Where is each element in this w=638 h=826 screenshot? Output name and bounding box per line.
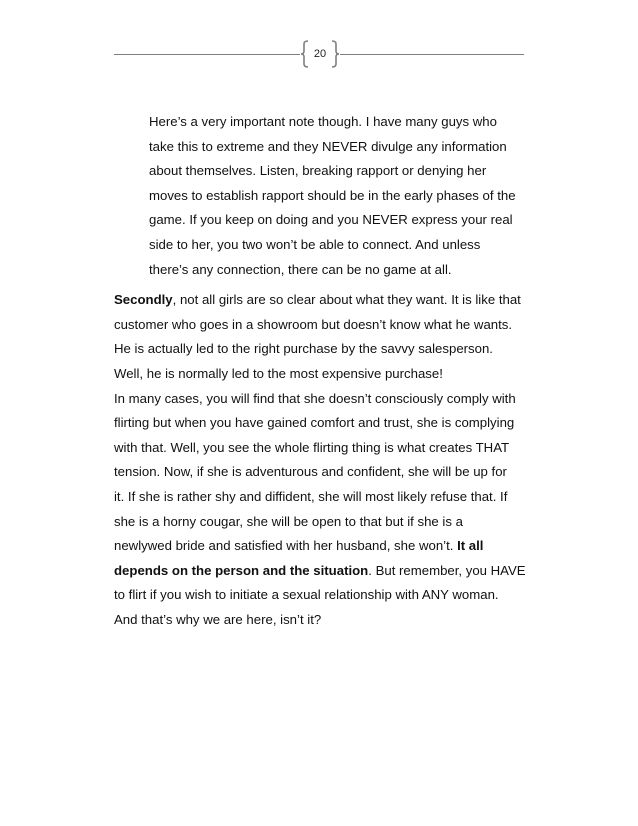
note-line: about themselves. Listen, breaking rapport or denying her xyxy=(149,163,487,179)
page-header xyxy=(114,40,524,68)
paragraph-line xyxy=(114,288,534,313)
note-line: game. If you keep on doing and you NEVER express your real xyxy=(149,212,513,228)
line-text: , not all girls are so clear about what they want. It is like that xyxy=(172,292,521,308)
paragraph-many-cases xyxy=(114,387,534,633)
line-text: . But remember, you HAVE xyxy=(368,562,526,578)
bold-phrase: depends on the person and the situation xyxy=(114,562,369,578)
bold-lead: Secondly xyxy=(114,292,173,308)
paragraph-line: she is a horny cougar, she will be open to that but if she is a xyxy=(114,513,463,529)
line-text: newlywed bride and satisfied with her husband, she won’t. xyxy=(114,538,458,554)
paragraph-line: He is actually led to the right purchase by the savvy salesperson. xyxy=(114,341,493,357)
page-number: 20 xyxy=(313,48,327,60)
bold-phrase: It all xyxy=(457,538,484,554)
paragraph-line: with that. Well, you see the whole flirting thing is what creates THAT xyxy=(114,439,510,455)
paragraph-line: tension. Now, if she is adventurous and confident, she will be up for xyxy=(114,464,507,480)
paragraph-secondly xyxy=(114,288,534,386)
header-rule-right xyxy=(340,54,524,55)
note-line: moves to establish rapport should be in the early phases of the xyxy=(149,187,516,203)
paragraph-line: to flirt if you wish to initiate a sexual relationship with ANY woman. xyxy=(114,587,499,603)
paragraph-line: it. If she is rather shy and diffident, she will most likely refuse that. If xyxy=(114,488,508,504)
note-line: take this to extreme and they NEVER divulge any information xyxy=(149,138,507,154)
paragraph-line: customer who goes in a showroom but doesn’t know what he wants. xyxy=(114,316,513,332)
header-rule-left xyxy=(114,54,300,55)
body-text xyxy=(114,110,534,632)
note-line: Here’s a very important note though. I have many guys who xyxy=(149,114,497,129)
note-line: side to her, you two won’t be able to connect. And unless xyxy=(149,236,481,252)
note-line: there’s any connection, there can be no game at all. xyxy=(149,261,452,277)
paragraph-line: Well, he is normally led to the most expensive purchase! xyxy=(114,365,443,381)
indented-note xyxy=(114,110,534,282)
paragraph-line xyxy=(114,534,534,559)
paragraph-line: And that’s why we are here, isn’t it? xyxy=(114,611,322,627)
paragraph-line: flirting but when you have gained comfort and trust, she is complying xyxy=(114,415,515,431)
paragraph-line: In many cases, you will find that she doesn’t consciously comply with xyxy=(114,390,516,406)
page-number-badge xyxy=(300,40,340,68)
paragraph-line xyxy=(114,559,534,584)
